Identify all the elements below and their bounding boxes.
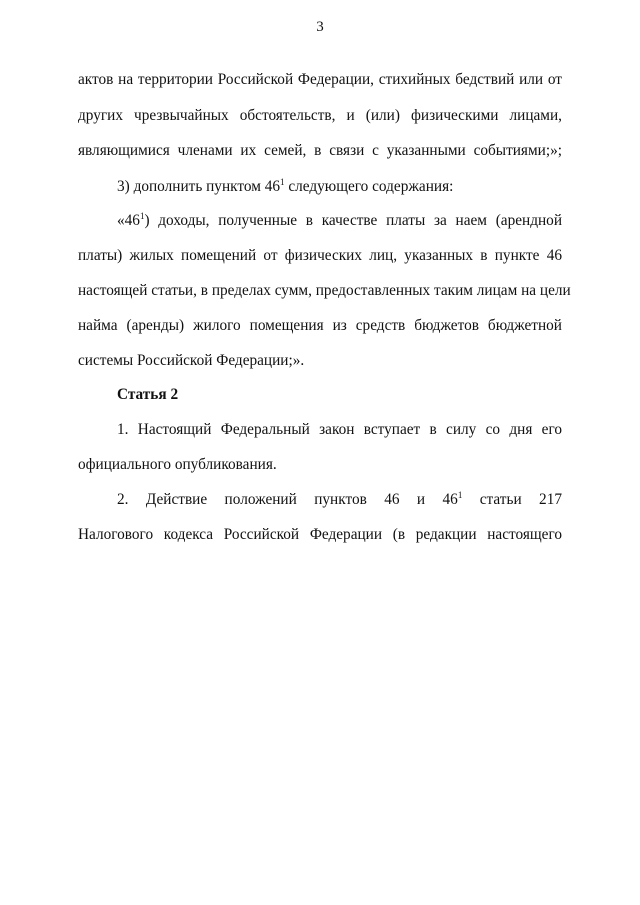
page-number: 3 [316,19,324,35]
text-line-with-superscript [117,178,562,195]
text-line: настоящей статьи, в пределах сумм, предоставленных таким лицам на цели [78,282,571,299]
text-line-with-superscript [117,212,562,229]
text-line: найма (аренды) жилого помещения из средств бюджетов бюджетной [78,317,562,334]
text-fragment: 3) дополнить пунктом 46 [117,178,281,195]
text-fragment: «46 [117,212,140,229]
text-line: 1. Настоящий Федеральный закон вступает в силу со дня его [117,421,562,438]
superscript: 1 [139,211,145,221]
text-line: актов на территории Российской Федерации, стихийных бедствий или от [78,71,562,88]
superscript: 1 [457,490,463,500]
text-line: Налогового кодекса Российской Федерации (в редакции настоящего [78,526,562,543]
text-line: являющимися членами их семей, в связи с указанными событиями;»; [78,142,562,159]
text-line-with-superscript [117,491,562,508]
text-line: системы Российской Федерации;». [78,352,305,369]
text-line: официального опубликования. [78,456,277,473]
text-fragment: следующего содержания: [284,178,454,195]
text-line: других чрезвычайных обстоятельств, и (или) физическими лицами, [78,107,562,124]
article-heading: Статья 2 [117,386,179,403]
text-fragment: 2. Действие положений пунктов 46 и 46 [117,491,458,508]
text-line: платы) жилых помещений от физических лиц, указанных в пункте 46 [78,247,562,264]
text-fragment: ) доходы, полученные в качестве платы за наем (арендной [144,212,562,229]
superscript: 1 [280,177,285,187]
text-fragment: статьи 217 [462,491,562,508]
